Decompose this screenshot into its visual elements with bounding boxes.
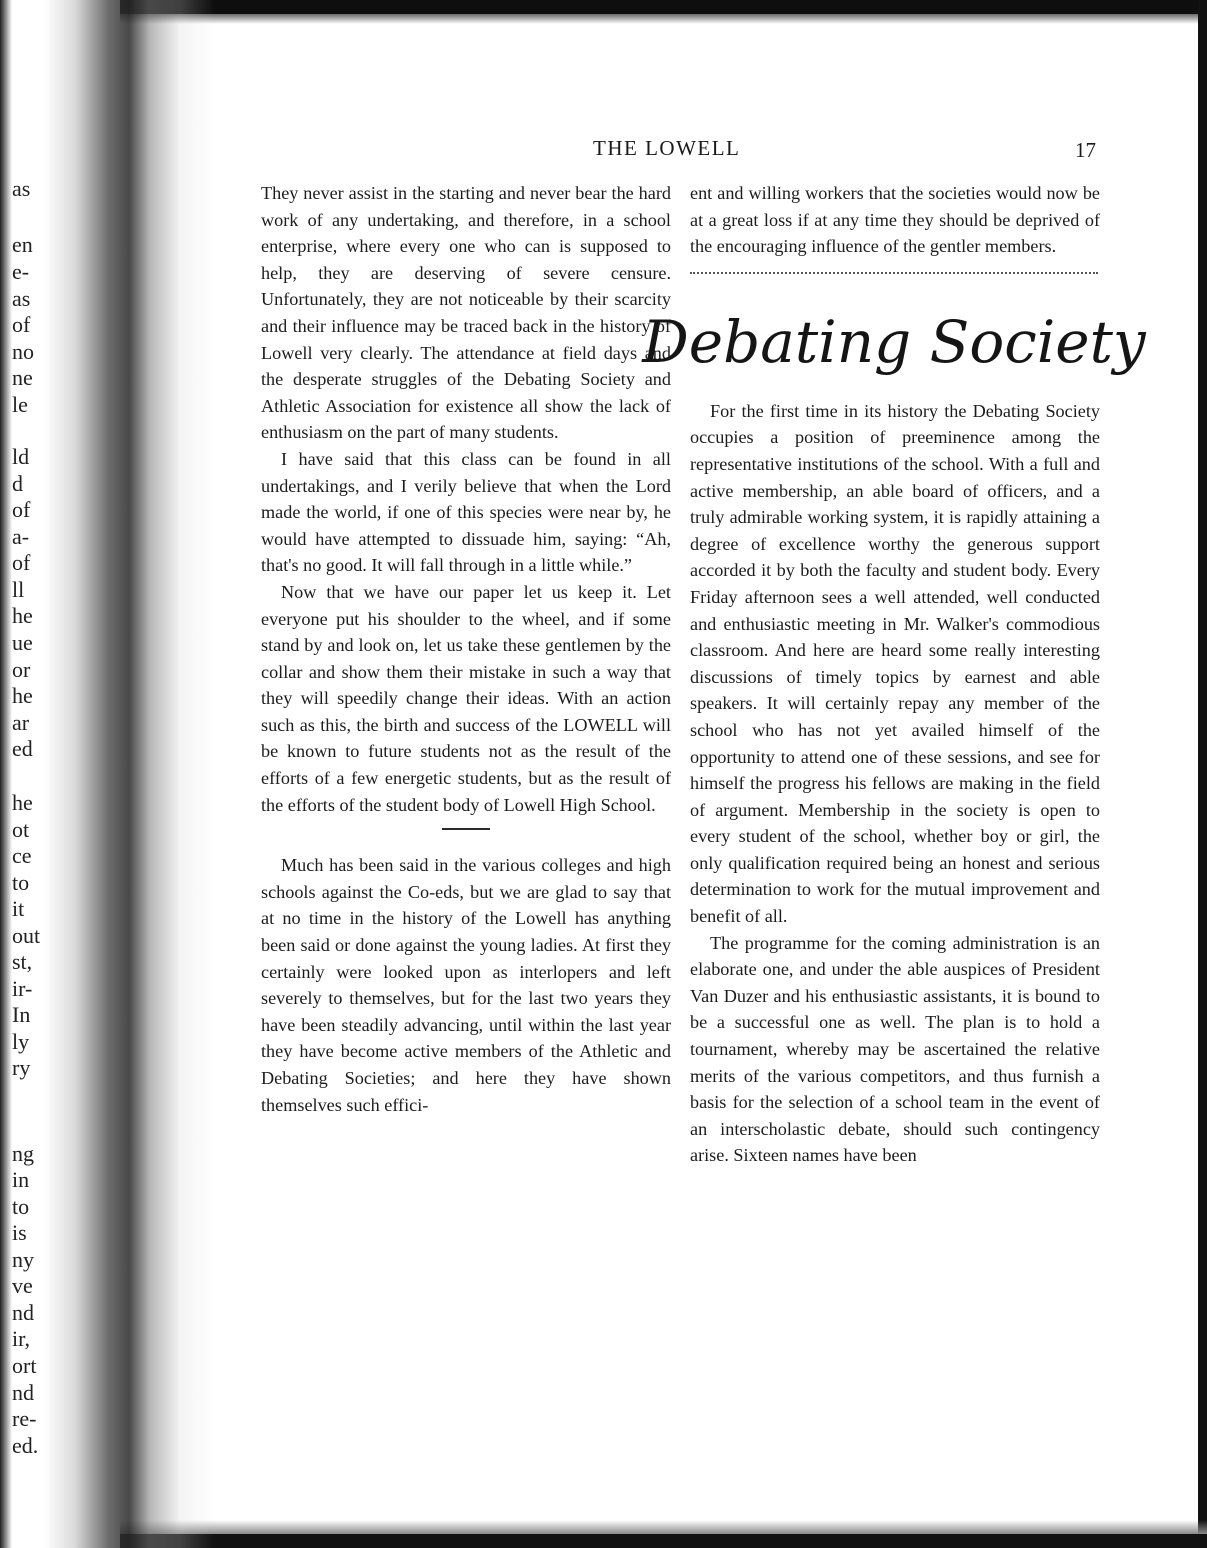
journal-title: THE LOWELL	[593, 136, 741, 160]
paragraph: I have said that this class can be found in all undertakings, and I verily believe that when the Lord made the world, if one of this species were near by, he would have attempted to dissuade him, saying: “Ah, that's no good. It will fall through in a little while.”	[261, 448, 671, 576]
paragraph: They never assist in the starting and never bear the hard work of any undertaking, and therefore, in a school enterprise, where every one who can is supposed to help, they are deserving of severe censure. Unfortunately, they are not noticeable by their scarcity and their influence may be traced back in the history of Lowell very clearly. The attendance at field days and the desperate struggles of the Debating Society and Athletic Association for existence all show the lack of enthusiasm on the part of many students.	[261, 183, 671, 443]
bleed-fragment: ue	[12, 630, 33, 655]
bleed-fragment: to	[12, 1194, 30, 1219]
paragraph: The programme for the coming administration is an elaborate one, and under the able auspices of President Van Duzer and his enthusiastic assistants, it is bound to be a successful one as well. The plan is to hold a tournament, whereby may be ascertained the relative merits of the various competitors, and thus furnish a basis for the selection of a school team in the event of an interscholastic debate, should such contingency arise. Sixteen names have been	[690, 932, 1100, 1166]
bleed-fragment: re-	[12, 1406, 37, 1431]
bleed-fragment: ry	[12, 1055, 31, 1080]
bleed-fragment: ld	[12, 444, 30, 469]
bleed-fragment: d	[12, 471, 23, 496]
page-number: 17	[1075, 138, 1096, 162]
bleed-fragment: ll	[12, 577, 25, 602]
section-heading	[642, 290, 1146, 390]
scan-border-top	[120, 0, 1207, 14]
paragraph: ent and willing workers that the societies would now be at a great loss if at any time they should be deprived of the encouraging influence of the gentler members.	[690, 183, 1100, 257]
bleed-fragment: out	[12, 923, 41, 948]
scan-shadow-bottom	[120, 1520, 1207, 1534]
bleed-fragment: ed	[12, 736, 33, 761]
bleed-fragment: st,	[12, 949, 33, 974]
bleed-fragment: le	[12, 392, 28, 417]
bleed-fragment: of	[12, 497, 31, 522]
bleed-fragment: he	[12, 683, 33, 708]
bleed-fragment: ort	[12, 1353, 37, 1378]
bleed-fragment: to	[12, 870, 30, 895]
paragraph: For the first time in its history the Debating Society occupies a position of preeminence among the representative institutions of the school. With a full and active membership, an able board of officers, and a truly admirable working system, it is rapidly attaining a degree of excellence worthy the generous support accorded it by both the faculty and student body. Every Friday afternoon sees a well attended, well conducted and enthusiastic meeting in Mr. Walker's commodious classroom. And here are heard some really interesting discussions of timely topics by earnest and able speakers. It will certainly repay any member of the school who has not yet availed himself of the opportunity to attend one of these sessions, and see for himself the progress his fellows are making in the field of argument. Membership in the society is open to every student of the school, whether boy or girl, the only qualification required being an honest and serious determination to work for the mutual improvement and benefit of all.	[690, 400, 1100, 927]
bleed-fragment: a-	[12, 524, 30, 549]
bleed-fragment: ar	[12, 710, 30, 735]
bleed-fragment: ve	[12, 1273, 33, 1298]
bleed-fragment: ne	[12, 365, 33, 390]
bleed-fragment: ot	[12, 817, 30, 842]
bleed-fragment: as	[12, 176, 31, 201]
bleed-fragment: no	[12, 339, 34, 364]
scan-border-right	[1198, 0, 1207, 1548]
bleed-fragment: ng	[12, 1141, 34, 1166]
bleed-fragment: as	[12, 286, 31, 311]
bleed-fragment: in	[12, 1167, 30, 1192]
bleed-fragment: is	[12, 1220, 27, 1245]
bleed-fragment: ed.	[12, 1433, 39, 1458]
scan-shadow-top	[120, 14, 1207, 24]
right-column	[642, 180, 1146, 1169]
paragraph: Now that we have our paper let us keep it. Let everyone put his shoulder to the wheel, and if some stand by and look on, let us take these gentlemen by the collar and show them their mistake in such a way that they will speedily change their ideas. With an action such as this, the birth and success of the LOWELL will be known to future students not as the result of the efforts of a few energetic students, but as the result of the efforts of the student body of Lowell High School.	[261, 581, 671, 815]
scan-border-bottom	[120, 1534, 1207, 1548]
facing-page-bleed	[0, 0, 60, 1548]
bleed-fragment: ly	[12, 1029, 30, 1054]
paragraph: Much has been said in the various colleges and high schools against the Co-eds, but we are glad to say that at no time in the history of the Lowell has anything been said or done against the young ladies. At first they certainly were looked upon as interlopers and left severely to themselves, but for the last two years they have been steadily advancing, until within the last year they have become active members of the Athletic and Debating Societies; and here they have shown themselves such effici-	[261, 855, 671, 1115]
bleed-fragment: it	[12, 896, 25, 921]
left-column	[261, 180, 671, 1118]
bleed-fragment: ce	[12, 843, 32, 868]
bleed-fragment: e-	[12, 259, 30, 284]
bleed-fragment: ir,	[12, 1326, 31, 1351]
section-heading-text: Debating Society	[642, 307, 1146, 376]
bleed-fragment: en	[12, 232, 33, 257]
running-head	[260, 136, 1100, 166]
binding-shadow	[44, 0, 214, 1548]
bleed-fragment: ir-	[12, 976, 33, 1001]
bleed-fragment: of	[12, 312, 31, 337]
bleed-fragment: he	[12, 603, 33, 628]
bleed-fragment: ny	[12, 1247, 34, 1272]
bleed-fragment: nd	[12, 1300, 34, 1325]
bleed-fragment: he	[12, 790, 33, 815]
bleed-fragment: of	[12, 550, 31, 575]
section-divider	[690, 272, 1098, 274]
section-divider	[442, 828, 490, 830]
bleed-fragment: nd	[12, 1380, 34, 1405]
bleed-fragment: or	[12, 657, 31, 682]
bleed-fragment: In	[12, 1002, 31, 1027]
